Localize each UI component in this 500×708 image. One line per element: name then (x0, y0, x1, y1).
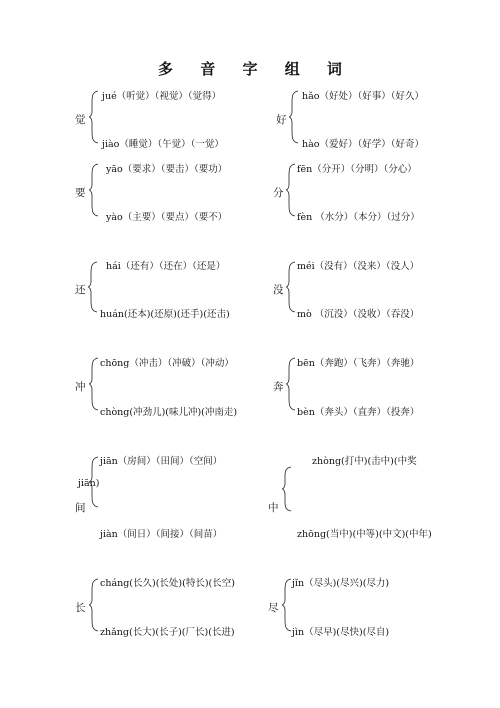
reading-bottom: fèn （水分）（本分）（过分） (297, 212, 420, 223)
reading-bottom: huán(还本)(还原)(还手)(还击) (100, 309, 230, 320)
brace-icon (286, 262, 296, 312)
reading-bottom: zhōng(当中)(中等)(中文)(中年) (297, 529, 432, 540)
entry-char: 没 (273, 284, 284, 296)
reading-top: jǐn（尽头)(尽兴)(尽力) (292, 578, 390, 589)
brace-icon (286, 358, 296, 410)
entry-char: 觉 (75, 114, 86, 126)
reading-bottom: jìn（尽早)(尽快)(尽自) (292, 627, 390, 638)
reading-top: méi（没有）（没来）（没人） (297, 261, 420, 272)
brace-icon (282, 467, 292, 511)
page-title: 多 音 字 组 词 (158, 60, 353, 78)
reading-bottom: mò （沉没）（没收）（吞没） (297, 309, 420, 320)
reading-top: hǎo（好处）（好事）（好久） (302, 91, 425, 102)
brace-icon (289, 91, 299, 143)
entry-char: 尽 (268, 602, 279, 614)
reading-top: jiān（房间）（田间）（空间） (100, 456, 223, 467)
reading-top: fēn（分开）（分明）（分心） (297, 164, 417, 175)
brace-icon (89, 91, 99, 143)
entry-char: 奔 (273, 381, 284, 393)
reading-top: cháng(长久)(长处)(特长)(长空) (100, 578, 235, 589)
reading-top: hái（还有）（还在）（还是） (106, 261, 226, 272)
reading-top: jué（听觉）（视觉）（觉得） (102, 91, 222, 102)
brace-icon (89, 579, 99, 631)
entry-char: 长 (75, 602, 86, 614)
reading-top: zhòng(打中)(击中)(中奖 (312, 456, 417, 467)
stray-pinyin: jiān) (78, 478, 100, 489)
entry-char: 还 (75, 284, 86, 296)
reading-bottom: hào（爱好）（好学）（好奇） (302, 139, 425, 150)
reading-bottom: chòng(冲劲儿)(味儿冲)(冲南走) (100, 407, 238, 418)
entry-char: 分 (273, 187, 284, 199)
brace-icon (89, 164, 99, 216)
entry-char: 要 (75, 187, 86, 199)
reading-bottom: jiàn（间日）（间接）（间苗） (100, 529, 223, 540)
reading-bottom: yào（主要）（要点）（要不） (106, 212, 228, 223)
reading-top: yāo（要求）（要击）（要功） (106, 164, 228, 175)
reading-bottom: bèn（奔头）（直奔）（投奔） (297, 407, 420, 418)
brace-icon (89, 457, 99, 507)
brace-icon (88, 262, 98, 312)
brace-icon (286, 164, 296, 216)
reading-bottom: zhǎng(长大)(长子)(厂长)(长进) (100, 627, 235, 638)
entry-char: 好 (276, 114, 287, 126)
reading-top: chōng（冲击）（冲破）（冲动） (100, 358, 234, 369)
entry-char: 间 (75, 502, 86, 514)
brace-icon (89, 358, 99, 410)
reading-bottom: jiào（睡觉）（午觉）（一觉） (102, 139, 224, 150)
brace-icon (282, 579, 292, 631)
entry-char: 中 (268, 502, 279, 514)
reading-top: bēn（奔跑）（飞奔）（奔驰） (297, 358, 420, 369)
entry-char: 冲 (75, 381, 86, 393)
